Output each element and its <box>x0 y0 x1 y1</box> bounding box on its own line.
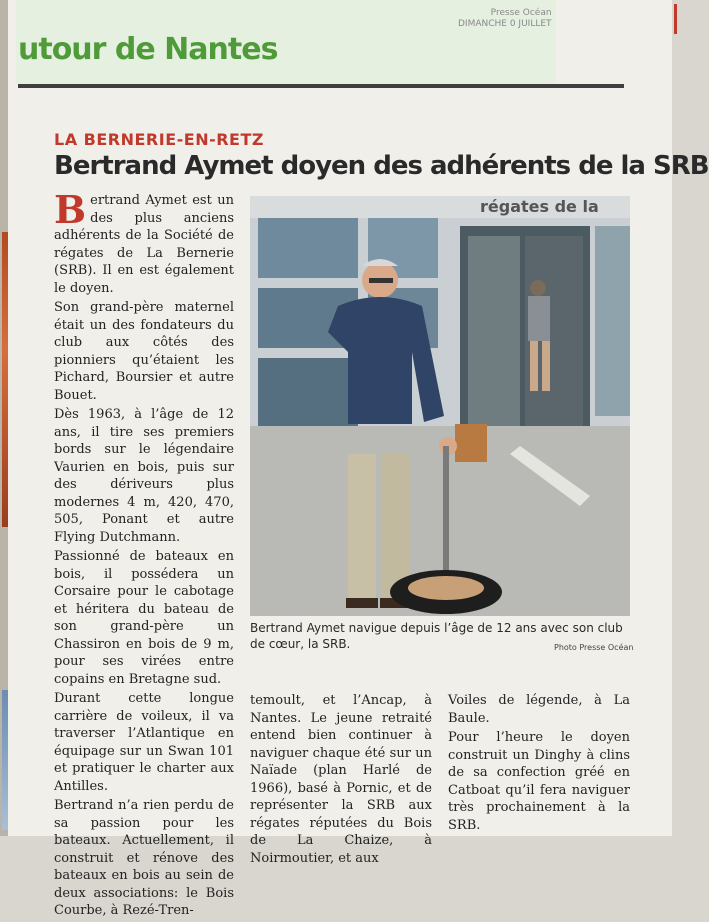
article-column-2 <box>250 692 432 869</box>
section-title: utour de Nantes <box>18 32 278 67</box>
article-kicker: LA BERNERIE-EN-RETZ <box>54 130 264 149</box>
paragraph: temoult, et l’Ancap, à Nantes. Le jeune retraité entend bien continuer à naviguer chaque été sur un Naïade (plan Harlé de 1966), basé à Pornic, et de représenter la SRB aux régates réputées du Bois de La Chaize, à Noirmoutier, et aux <box>250 693 432 866</box>
header-rule <box>18 84 624 88</box>
photo-illustration <box>250 196 630 616</box>
paragraph: Durant cette longue carrière de voileux, il va traverser l’Atlantique en équipage sur un Swan 101 et pratiquer le charter aux Antilles. <box>54 691 234 794</box>
drop-cap: B <box>54 187 87 232</box>
page-corner-mark <box>674 4 677 34</box>
photo-caption: Bertrand Aymet navigue depuis l’âge de 12 ans avec son club de cœur, la SRB. <box>250 621 623 651</box>
source-date: DIMANCHE 0 JUILLET <box>458 19 552 29</box>
article-column-3 <box>448 692 630 836</box>
article-column-1 <box>54 187 234 922</box>
page-source <box>458 8 552 30</box>
paragraph: Son grand-père maternel était un des fondateurs du club aux côtés des pionniers qu’étaient les Pichard, Boursier et autre Bouet. <box>54 300 234 403</box>
newspaper-page <box>8 0 709 918</box>
paragraph: Voiles de légende, à La Baule. <box>448 693 630 726</box>
article-photo <box>250 196 630 616</box>
paragraph: Passionné de bateaux en bois, il possédera un Corsaire pour le cabotage et héritera du bateau de son grand-père un Chassiron en bois de 9 m, pour ses virées entre copains en Bretagne sud. <box>54 549 234 687</box>
paragraph: Pour l’heure le doyen construit un Dinghy à clins de sa confection gréé en Catboat qu’il fera naviguer très prochainement à la SRB. <box>448 730 630 833</box>
paragraph: Bertrand Aymet est un des plus anciens adhérents de la Société de régates de La Bernerie (SRB). Il en est également le doyen. <box>54 187 234 296</box>
paragraph: Dès 1963, à l’âge de 12 ans, il tire ses premiers bords sur le légendaire Vaurien en bois, puis sur des dériveurs plus modernes 4 m, 420, 470, 505, Ponant et autre Flying Dutchmann. <box>54 407 234 545</box>
source-name: Presse Océan <box>490 8 552 18</box>
article-headline: Bertrand Aymet doyen des adhérents de la SRB <box>54 151 709 181</box>
building-sign-text: régates de la <box>480 197 599 216</box>
paragraph: Bertrand n’a rien perdu de sa passion pour les bateaux. Actuellement, il construit et rénove des bateaux en bois au sein de deux associations: le Bois Courbe, à Rezé-Tren- <box>54 798 234 918</box>
photo-credit: Photo Presse Océan <box>554 643 634 652</box>
